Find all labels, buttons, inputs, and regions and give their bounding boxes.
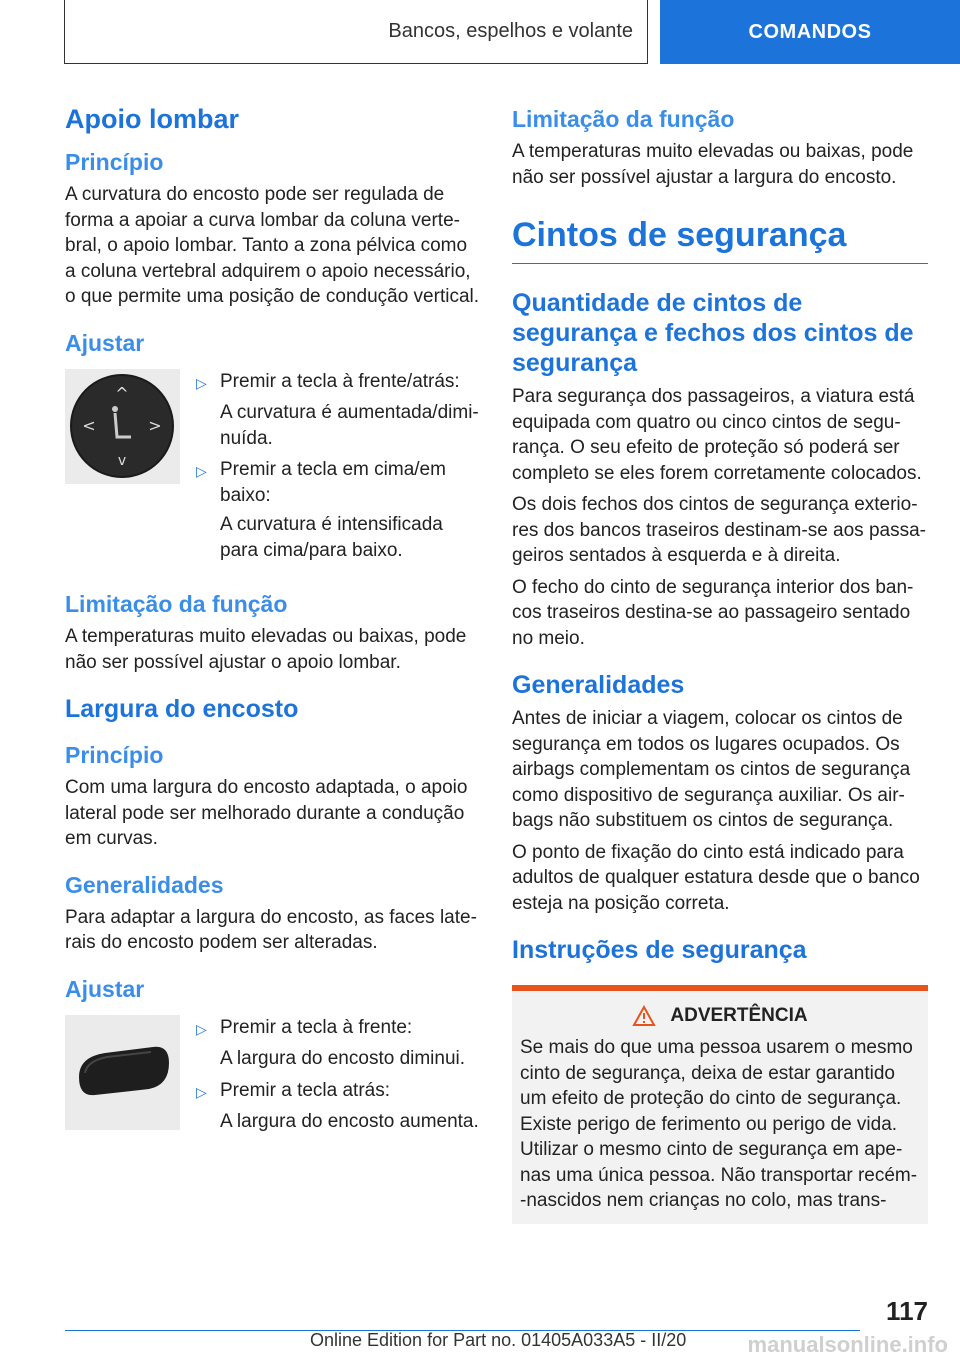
cintos-title: Cintos de segurança <box>512 216 928 264</box>
warning-triangle-icon <box>632 1005 656 1027</box>
quantidade-heading: Quantidade de cintos de segurança e fechos dos cintos de segurança <box>512 289 914 377</box>
left-column <box>65 96 480 1141</box>
warning-title <box>520 1005 920 1027</box>
step-text: Premir a tecla atrás: <box>220 1079 390 1101</box>
ajustar2-heading: Ajustar <box>65 975 145 1002</box>
header-section <box>64 0 648 64</box>
quantidade-text-3: O fecho do cinto de segurança interior dos ban-cos traseiros destina-se ao passageiro sentado no meio. <box>512 576 914 649</box>
header-chapter-tab[interactable] <box>660 0 960 64</box>
warning-title-text: ADVERTÊNCIA <box>670 1005 808 1026</box>
footer-edition: Online Edition for Part no. 01405A033A5 - II/20 <box>310 1330 687 1350</box>
svg-text:<: < <box>82 415 96 435</box>
limitacao-heading: Limitação da função <box>65 591 288 617</box>
triangle-bullet-icon: ▷ <box>196 463 207 479</box>
width-adjust-block <box>65 1015 480 1141</box>
principio-heading: Princípio <box>65 149 164 175</box>
watermark: manualsonline.info <box>747 1332 948 1357</box>
lumbar-switch-image <box>65 369 180 484</box>
instrucoes-heading: Instruções de segurança <box>512 936 807 964</box>
step-result: A largura do encosto diminui. <box>220 1048 466 1069</box>
generalidades-heading: Generalidades <box>65 871 224 898</box>
list-item <box>196 369 480 397</box>
principio-text: A curvatura do encosto pode ser regulada de forma a apoiar a curva lombar da coluna verte-bral, o apoio lombar. Tanto a zona pélvica como a coluna vertebral adquirem o apoio necessário, o que permite uma posição de condução vertical. <box>65 184 480 307</box>
generalidades-text: Para adaptar a largura do encosto, as faces late-rais do encosto podem ser alteradas. <box>65 906 477 953</box>
width-switch-image <box>65 1015 180 1130</box>
triangle-bullet-icon: ▷ <box>196 1020 207 1037</box>
list-item <box>196 1015 480 1043</box>
triangle-bullet-icon: ▷ <box>196 374 207 391</box>
limitacao-text: A temperaturas muito elevadas ou baixas, pode não ser possível ajustar o apoio lombar. <box>65 626 467 673</box>
list-item <box>196 1078 480 1106</box>
quantidade-text-1: Para segurança dos passageiros, a viatura está equipada com quatro ou cinco cintos de segu-rança. O seu efeito de proteção só poderá ser completo se eles forem corretamente colocados. <box>512 386 922 484</box>
header-section-label: Bancos, espelhos e volante <box>388 20 633 42</box>
warning-box <box>512 985 928 1224</box>
limitacao2-heading: Limitação da função <box>512 106 735 132</box>
svg-text:>: > <box>148 415 162 435</box>
quantidade-text-2: Os dois fechos dos cintos de segurança exterio-res dos bancos traseiros destinam-se aos passa-geiros sentados à esquerda e à direita. <box>512 494 926 566</box>
width-steps <box>196 1015 480 1141</box>
step-result: A curvatura é intensificada para cima/para baixo. <box>220 514 443 561</box>
step-result: A largura do encosto aumenta. <box>220 1111 479 1132</box>
largura-title: Largura do encosto <box>65 695 299 723</box>
lumbar-adjust-block <box>65 369 480 570</box>
apoio-lombar-title: Apoio lombar <box>65 104 239 134</box>
lumbar-steps <box>196 369 480 570</box>
ajustar-heading: Ajustar <box>65 329 145 356</box>
triangle-bullet-icon: ▷ <box>196 1083 207 1100</box>
generalidades2-text-1: Antes de iniciar a viagem, colocar os cintos de segurança em todos os lugares ocupados. Os airbags complementam os cintos de segurança como dispositivo de segurança auxiliar. Os air-bags não substituem os cintos de segurança. <box>512 708 911 831</box>
principio2-heading: Princípio <box>65 742 164 768</box>
list-item <box>196 457 480 508</box>
svg-text:^: ^ <box>115 383 129 403</box>
generalidades2-text-2: O ponto de fixação do cinto está indicado para adultos de qualquer estatura desde que o banco esteja na posição correta. <box>512 841 920 914</box>
svg-text:v: v <box>117 452 127 469</box>
warning-text: Se mais do que uma pessoa usarem o mesmo cinto de segurança, deixa de estar garantido um efeito de proteção do cinto de segurança. Existe perigo de ferimento ou perigo de vida. Utilizar o mesmo cinto de segurança em ape-nas uma única pessoa. Não transportar recém--nascidos nem crianças no colo, mas trans- <box>520 1037 918 1211</box>
generalidades2-heading: Generalidades <box>512 671 685 699</box>
step-text: Premir a tecla à frente/atrás: <box>220 370 460 392</box>
right-column <box>512 96 928 1224</box>
principio2-text: Com uma largura do encosto adaptada, o apoio lateral pode ser melhorado durante a condução em curvas. <box>65 777 468 849</box>
step-text: Premir a tecla à frente: <box>220 1016 413 1038</box>
step-text: Premir a tecla em cima/em baixo: <box>220 459 446 506</box>
header-chapter-label: COMANDOS <box>748 20 872 43</box>
limitacao2-text: A temperaturas muito elevadas ou baixas, pode não ser possível ajustar a largura do encosto. <box>512 141 914 188</box>
page-number: 117 <box>886 1296 928 1326</box>
step-result: A curvatura é aumentada/dimi-nuída. <box>220 402 479 449</box>
